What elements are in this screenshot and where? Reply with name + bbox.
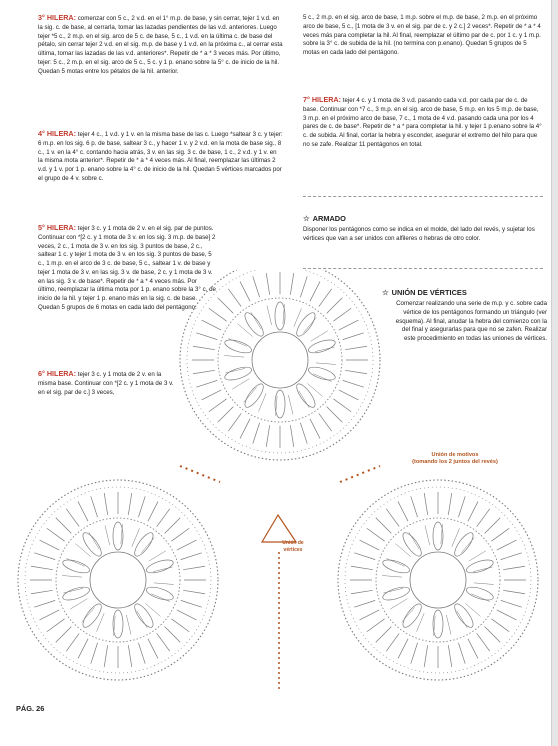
stitch-mark: [181, 553, 202, 560]
petal-stitch: [465, 585, 495, 603]
stitch-mark: [307, 383, 322, 396]
stitch-mark: [458, 643, 465, 664]
petal-stitch: [294, 381, 319, 410]
stitch-mark: [477, 633, 490, 651]
stitch-mark: [56, 627, 72, 643]
petal-stitch: [381, 557, 411, 575]
stitch-mark: [501, 553, 522, 560]
petal-stitch: [465, 557, 495, 575]
stitch-mark: [151, 594, 169, 602]
stitch-mark: [300, 423, 307, 444]
stitch-mark: [177, 610, 197, 620]
petal-stitch: [80, 601, 105, 630]
stitch-mark: [333, 308, 351, 321]
page-number: PÁG. 26: [16, 704, 45, 713]
stitch-mark: [66, 633, 79, 651]
union-vertices-label: Unión de vértices: [282, 540, 304, 553]
stitch-mark: [183, 566, 205, 569]
row5-heading: 5° HILERA:: [38, 223, 77, 232]
motif-ring: [345, 487, 531, 673]
stitch-mark: [311, 331, 328, 341]
stitch-mark: [469, 551, 486, 561]
stitch-mark: [497, 540, 517, 550]
stitch-mark: [165, 518, 181, 534]
stitch-mark: [395, 544, 410, 557]
petal-stitch: [242, 381, 267, 410]
stitch-mark: [183, 590, 205, 593]
stitch-mark: [310, 419, 320, 439]
stitch-mark: [485, 518, 501, 534]
petal-stitch: [223, 365, 253, 383]
stitch-mark: [196, 333, 217, 340]
stitch-mark: [244, 387, 257, 402]
petal-stitch: [307, 337, 337, 355]
stitch-mark: [128, 493, 131, 515]
stitch-mark: [386, 558, 404, 566]
stitch-mark: [78, 639, 88, 659]
stitch-mark: [104, 645, 107, 667]
stitch-mark: [411, 643, 418, 664]
stitch-mark: [345, 370, 367, 373]
divider: [303, 196, 543, 197]
row6-continuation: [303, 14, 543, 58]
stitch-mark: [310, 282, 320, 302]
stitch-mark: [240, 282, 250, 302]
stitch-mark: [299, 391, 309, 408]
stitch-mark: [66, 558, 84, 566]
petal-stitch: [132, 601, 157, 630]
stitch-mark: [40, 540, 60, 550]
row4-heading: 4° HILERA:: [38, 129, 77, 138]
stitch-mark: [351, 566, 373, 569]
stitch-mark: [126, 615, 131, 634]
motif-ring: [376, 518, 500, 642]
stitch-mark: [31, 566, 53, 569]
stitch-mark: [402, 607, 415, 622]
stitch-mark: [228, 289, 241, 307]
row4-text: tejer 4 c., 1 v.d. y 1 v. en la misma base de las c. Luego *saltear 3 c. y tejer: 6 m.p. en los sig. 6 p. de base, saltear 3 c., y hacer 1 v. y 2 v.d. en la mota de base sig., 8 c., 1 v. en la 4° c. contando hacia atrás, 3 v. en las sig. 3 c. de base, 1 c., 2 v.d. y 1 v. en la misma mota anterior*. Repetir de * a * 4 veces más. Al final, reemplazar las últimas 2 v.d. y 1 v. por 1 p. enano sobre la 4° c. de inicio de la hil. Quedan 5 vértices marcados por el grupo de 4 v. sobre c.: [38, 131, 283, 182]
stitch-mark: [62, 576, 82, 578]
stitch-mark: [319, 289, 332, 307]
union-heading: ☆ UNIÓN DE VÉRTICES: [382, 288, 467, 297]
petal-stitch: [223, 337, 253, 355]
stitch-mark: [177, 540, 197, 550]
stitch-mark: [138, 496, 145, 517]
stitch-mark: [339, 320, 359, 330]
stitch-mark: [424, 493, 427, 515]
stitch-mark: [382, 576, 402, 578]
stitch-mark: [327, 407, 343, 423]
stitch-mark: [386, 633, 399, 651]
row4-paragraph: [38, 130, 283, 184]
stitch-mark: [232, 379, 249, 389]
stitch-mark: [343, 333, 364, 340]
stitch-mark: [471, 594, 489, 602]
stitch-mark: [424, 645, 427, 667]
stitch-mark: [386, 509, 399, 527]
stitch-mark: [148, 502, 158, 522]
stitch-mark: [266, 425, 269, 447]
petal-stitch: [61, 585, 91, 603]
row7-paragraph: [303, 96, 543, 150]
petal-stitch: [61, 557, 91, 575]
stitch-mark: [70, 599, 87, 609]
stitch-mark: [503, 590, 525, 593]
stitch-mark: [345, 346, 367, 349]
stitch-mark: [128, 645, 131, 667]
stitch-mark: [458, 496, 465, 517]
motif-ring: [218, 298, 342, 422]
stitch-mark: [224, 356, 244, 358]
vertex-join-triangle: [262, 515, 296, 542]
stitch-mark: [477, 509, 490, 527]
stitch-mark: [105, 526, 110, 545]
armado-heading: ☆ ARMADO: [303, 214, 346, 223]
stitch-mark: [141, 537, 154, 552]
stitch-mark: [171, 528, 189, 541]
stitch-mark: [457, 611, 467, 628]
stitch-mark: [47, 528, 65, 541]
row3-text: comenzar con 5 c., 2 v.d. en el 1° m.p. de base, y sin cerrar, tejer 1 v.d. en la sig. c. de base, al cerrarla, tomar las lazadas pendientes de las v.d. anteriores. Luego tejer *5 c., 2 m.p. en el sig. arco de 5 c. de base, 5 c., 1 v.d. en la última c. de base del pétalo, sin cerrar tejer 2 v.d. en el sig. m.p. de base y 1 v.d. en la próxima c., al cerrar esta última, tomar las lazadas de las v.d. anteriores*. Repetir de * a * 3 veces más. Por último, tejer: 5 c., 2 m.p. en el sig. arco de 5 c., 5 c. y 1 p. enano sobre la 5° c. de inicio de la hil. Quedan 5 motas entre los pétalos de la hil. anterior.: [38, 15, 283, 75]
stitch-mark: [319, 413, 332, 431]
stitch-mark: [165, 627, 181, 643]
stitch-mark: [446, 615, 451, 634]
crochet-diagram: [0, 270, 558, 700]
stitch-mark: [253, 276, 260, 297]
stitch-mark: [34, 553, 55, 560]
stitch-mark: [448, 493, 451, 515]
stitch-mark: [497, 610, 517, 620]
stitch-mark: [47, 619, 65, 632]
stitch-mark: [82, 607, 95, 622]
stitch-mark: [465, 603, 480, 616]
motif-ring: [56, 518, 180, 642]
stitch-mark: [503, 566, 525, 569]
stitch-mark: [91, 496, 98, 517]
petal-stitch: [307, 365, 337, 383]
stitch-mark: [327, 298, 343, 314]
stitch-mark: [251, 312, 261, 329]
stitch-mark: [267, 306, 272, 325]
armado-paragraph: [303, 226, 543, 244]
stitch-mark: [313, 374, 331, 382]
stitch-mark: [474, 583, 494, 585]
stitch-mark: [145, 603, 160, 616]
motif-ring: [187, 270, 373, 453]
petal-stitch: [452, 530, 477, 559]
stitch-mark: [339, 390, 359, 400]
stitch-mark: [288, 395, 293, 414]
stitch-mark: [367, 619, 385, 632]
stitch-mark: [398, 502, 408, 522]
row5-text: tejer 3 c. y 1 mota de 2 v. en el sig. par de puntos. Continuar con *[2 c. y 1 mota de 3 v. en los sig. 3 m.p. de base] 2 veces, 2 c., 1 mota de 3 v. en los sig. 3 puntos de base, 2 c., saltear 1 c. y tejer 1 mota de 3 v. en los sig. 3 puntos de base, 5 c., 1 m.p. en el arco de 3 c. de base, 5 c., saltear 1 v. de base y tejer 1 mota de 3 v. en las sig. 3 v. de base, 2 c. y 1 mota de 3 v. en las sig. 3 v. de base*. Repetir de * a * 4 veces más. Por último, reemplazar la última mota por 1 p. enano sobre la 3° c. de inicio de la hil. y tejer 1 p. enano más en la sig. c. de base. Quedan 5 grupos de 6 motas en cada lado del pentágono.: [38, 225, 216, 311]
motif-center-ring: [90, 552, 146, 608]
stitch-mark: [354, 600, 375, 607]
stitch-mark: [138, 643, 145, 664]
motif-center-ring: [252, 332, 308, 388]
stitch-mark: [351, 590, 373, 593]
stitch-mark: [209, 308, 227, 321]
stitch-mark: [157, 509, 170, 527]
petal-stitch: [452, 601, 477, 630]
row3-heading: 3° HILERA:: [38, 13, 77, 22]
petal-stitch: [80, 530, 105, 559]
stitch-mark: [154, 583, 174, 585]
stitch-mark: [237, 324, 252, 337]
stitch-mark: [89, 532, 99, 549]
stitch-mark: [228, 413, 241, 431]
stitch-mark: [193, 370, 215, 373]
stitch-mark: [390, 599, 407, 609]
stitch-mark: [218, 298, 234, 314]
armado-text: Disponer los pentágonos como se indica en el molde, del lado del revés, y sujetar los vértices que van a ser unidos con alfileres o hebras de otro color.: [303, 226, 535, 242]
stitch-mark: [303, 317, 316, 332]
stitch-mark: [485, 627, 501, 643]
stitch-mark: [202, 390, 222, 400]
stitch-mark: [316, 363, 336, 365]
stitch-mark: [196, 380, 217, 387]
stitch-mark: [171, 619, 189, 632]
union-text: Comenzar realizando una serie de m.p. y c. sobre cada vértice de los pentágonos formando un triángulo (ver esquema). Al final, anudar la hebra del comienzo con la del final y asegurarlas para que no se zafen. Realizar este procedimiento en todas las uniones de vértices.: [395, 300, 547, 342]
stitch-mark: [290, 425, 293, 447]
join-marks: [180, 466, 380, 482]
stitch-mark: [398, 639, 408, 659]
stitch-mark: [290, 273, 293, 295]
petal-stitch: [132, 530, 157, 559]
stitch-mark: [491, 619, 509, 632]
motif-ring: [25, 487, 211, 673]
stitch-mark: [343, 380, 364, 387]
stitch-mark: [56, 518, 72, 534]
stitch-mark: [34, 600, 55, 607]
stitch-mark: [253, 423, 260, 444]
stitch-mark: [266, 273, 269, 295]
stitch-mark: [78, 502, 88, 522]
row3-paragraph: [38, 14, 283, 76]
row6-cont-text: 5 c., 2 m.p. en el sig. arco de base, 1 m.p. sobre el m.p. de base, 2 m.p. en el próximo arco de base, 5 c., [1 mota de 3 v. en el sig. par de c. y 2 c.] 2 veces*. Repetir de * a * 4 veces más para completar la hil. Al final, reemplazar el último par de c. por 1 c. y 1 m.p. sobre la 3° c. de subida de la hil. (no termina con p.enano). Quedan 5 grupos de 5 motas en cada lado del pentágono.: [303, 14, 541, 56]
stitch-mark: [240, 419, 250, 439]
petal-stitch: [242, 310, 267, 339]
stitch-mark: [501, 600, 522, 607]
stitch-mark: [409, 532, 419, 549]
stitch-mark: [468, 502, 478, 522]
stitch-mark: [157, 633, 170, 651]
star-icon: ☆: [382, 288, 389, 297]
petal-stitch: [294, 310, 319, 339]
union-motivos-label: Unión de motivos (tomando los 2 juntos del revés): [412, 452, 498, 465]
stitch-mark: [367, 528, 385, 541]
petal-stitch: [400, 530, 425, 559]
stitch-mark: [75, 544, 90, 557]
stitch-mark: [376, 627, 392, 643]
petal-stitch: [381, 585, 411, 603]
stitch-mark: [360, 610, 380, 620]
row7-heading: 7° HILERA:: [303, 95, 342, 104]
stitch-mark: [148, 639, 158, 659]
stitch-mark: [468, 639, 478, 659]
stitch-mark: [31, 590, 53, 593]
petal-stitch: [145, 585, 175, 603]
stitch-mark: [40, 610, 60, 620]
stitch-mark: [209, 399, 227, 412]
stitch-mark: [218, 407, 234, 423]
row7-text: tejer 4 c. y 1 mota de 3 v.d. pasando cada v.d. por cada par de c. de base. Continuar con *7 c., 3 m.p. en el sig. arco de base, 5 m.p. en los 5 m.p. de base, 3 m.p. en el próximo arco de base, 7 c., 1 mota de 4 v.d. pasando cada una por los 4 pares de c. de base*. Repetir de * a * para completar la hil. y tejer 1 p.enano sobre la 4° c. de subida. Al final, cortar la hebra y esconder, asegurar el extremo del hilo para que no se zafe. Realizar 11 pentágonos en total.: [303, 97, 542, 148]
stitch-mark: [149, 551, 166, 561]
divider: [303, 268, 543, 269]
stitch-mark: [425, 526, 430, 545]
stitch-mark: [448, 645, 451, 667]
stitch-mark: [137, 611, 147, 628]
stitch-mark: [104, 493, 107, 515]
stitch-mark: [181, 600, 202, 607]
stitch-mark: [202, 320, 222, 330]
motif-center-ring: [410, 552, 466, 608]
stitch-mark: [91, 643, 98, 664]
stitch-mark: [491, 528, 509, 541]
stitch-mark: [354, 553, 375, 560]
stitch-mark: [333, 399, 351, 412]
stitch-mark: [360, 540, 380, 550]
stitch-mark: [66, 509, 79, 527]
stitch-mark: [228, 338, 246, 346]
stitch-mark: [461, 537, 474, 552]
stitch-mark: [193, 346, 215, 349]
stitch-mark: [300, 276, 307, 297]
row6-heading: 6° HILERA:: [38, 369, 77, 378]
row6-text: tejer 3 c. y 1 mota de 2 v. en la misma base. Continuar con *[2 c. y 1 mota de 3 v. en el sig. par de c.] 3 veces,: [38, 371, 174, 396]
petal-stitch: [145, 557, 175, 575]
petal-stitch: [400, 601, 425, 630]
stitch-mark: [411, 496, 418, 517]
star-icon: ☆: [303, 214, 310, 223]
stitch-mark: [376, 518, 392, 534]
